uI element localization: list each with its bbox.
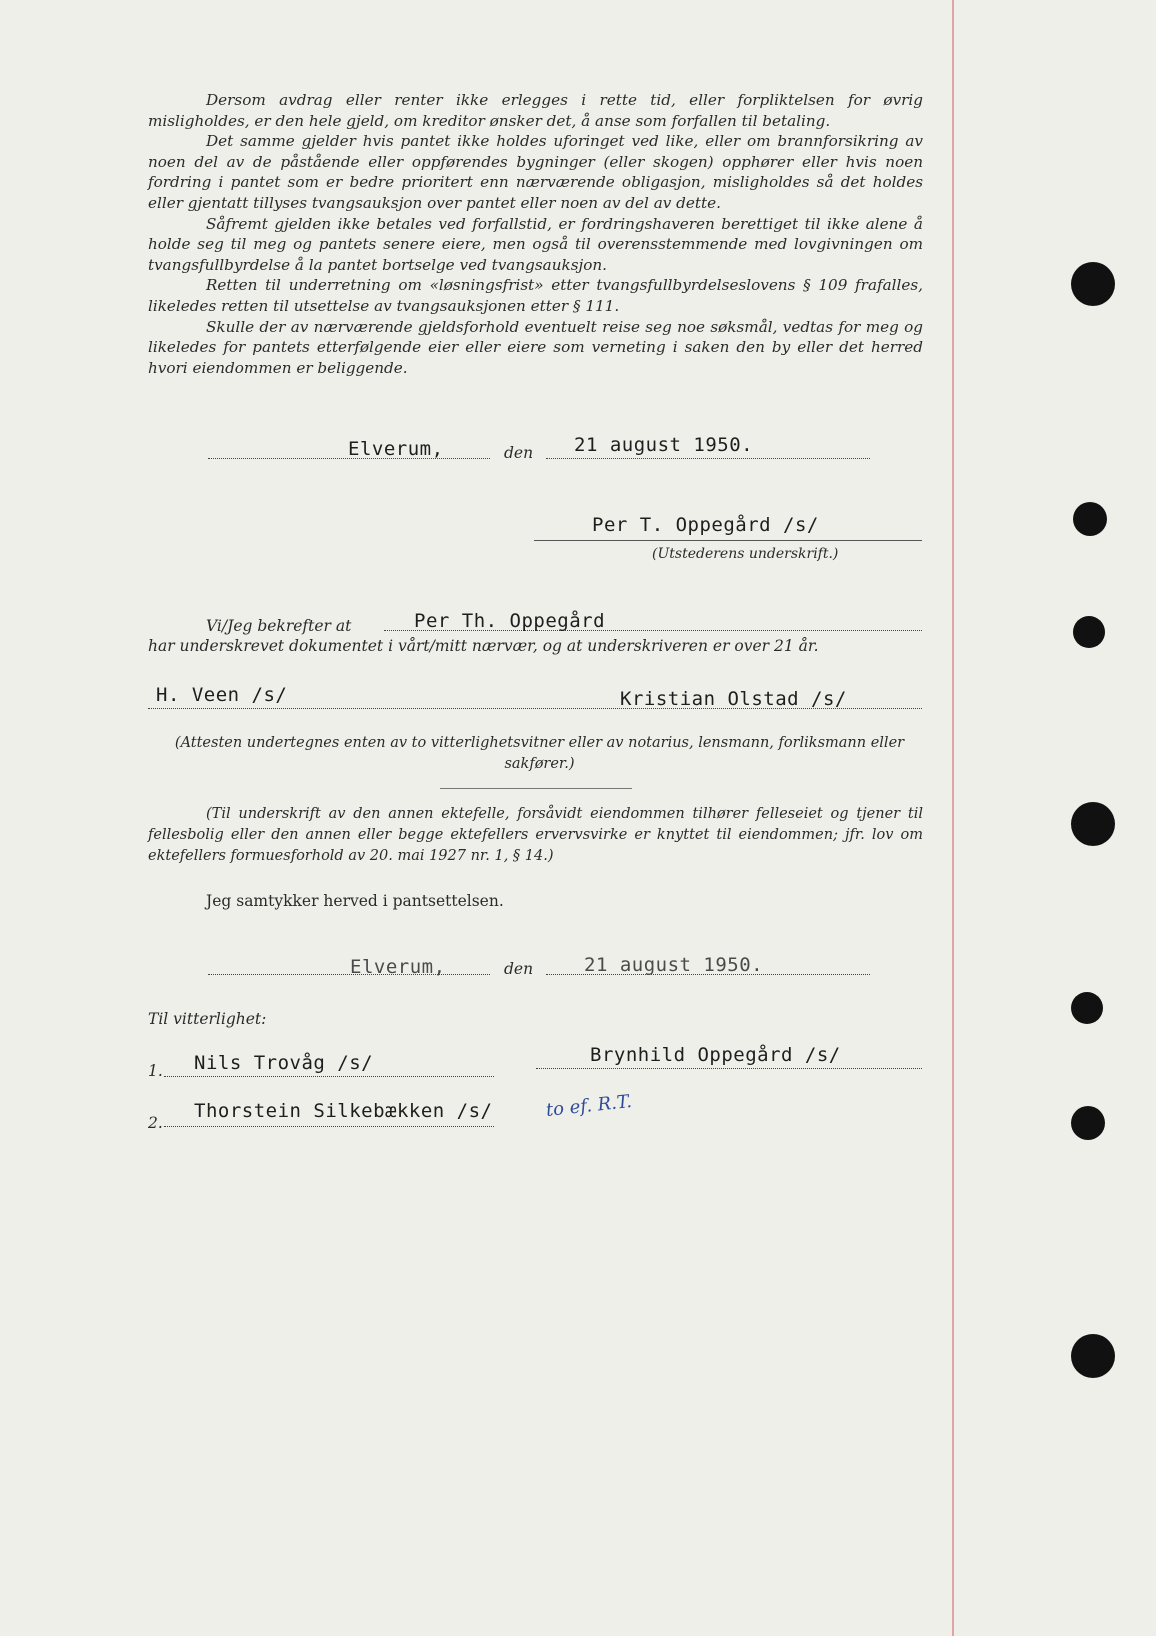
spouse-signature: Brynhild Oppegård /s/ — [590, 1044, 841, 1066]
terms-text — [148, 90, 923, 378]
punch-hole — [1073, 502, 1107, 536]
witness-1-number: 1. — [148, 1062, 163, 1080]
witness-2-number: 2. — [148, 1114, 163, 1132]
punch-hole — [1071, 1106, 1105, 1140]
issue-date: 21 august 1950. — [574, 434, 754, 456]
terms-paragraph-2: Det samme gjelder hvis pantet ikke holdes uforinget ved like, eller om brannforsikring av noen del av de påstående eller oppførendes bygninger (eller skogen) opphører eller hvis noen fordring i pantet som er bedre prioritert enn nærværende obligasjon, misligholdes så det holdes eller gjentatt tillyses tvangsauksjon over pantet eller noen av del av dette. — [148, 132, 923, 212]
punch-hole — [1071, 262, 1115, 306]
confirmation-name: Per Th. Oppegård — [414, 610, 606, 632]
terms-paragraph-3: Såfremt gjelden ikke betales ved forfallstid, er fordringshaveren berettiget til ikke alene å holde seg til meg og pantets senere eiere, men også til overensstemmende med lovgivningen om tvangsfullbyrdelse å la pantet bortselge ved tvangsauksjon. — [148, 214, 923, 274]
witness-2-signature: Thorstein Silkebækken /s/ — [194, 1100, 493, 1122]
issuer-signature: Per T. Oppegård /s/ — [592, 514, 819, 536]
confirmation-text: har underskrevet dokumentet i vårt/mitt nærvær, og at underskriveren er over 21 år. — [148, 637, 819, 655]
punch-hole — [1071, 1334, 1115, 1378]
issue-date-line — [546, 458, 870, 459]
spouse-note-text: (Til underskrift av den annen ektefelle, forsåvidt eiendommen tilhører felleseiet og tjener til fellesbolig eller den annen eller begge ektefellers ervervsvirke er knyttet til eiendommen; jfr. lov om ektefellers formuesforhold av 20. mai 1927 nr. 1, § 14.) — [148, 806, 923, 864]
terms-paragraph-5: Skulle der av nærværende gjeldsforhold eventuelt reise seg noe søksmål, vedtas for meg og likeledes for pantets etterfølgende eier eller eiere som verneting i saken den by eller det herred hvori eiendommen er beliggende. — [148, 317, 923, 377]
witness-left-signature: H. Veen /s/ — [156, 684, 288, 706]
witness-1-signature: Nils Trovåg /s/ — [194, 1052, 374, 1074]
issue-place: Elverum, — [348, 438, 444, 460]
punch-hole — [1071, 802, 1115, 846]
witness-heading: Til vitterlighet: — [148, 1010, 267, 1028]
witness-1-line — [164, 1076, 494, 1077]
consent-den-label: den — [504, 960, 534, 978]
witness-right-signature: Kristian Olstad /s/ — [620, 688, 847, 710]
spouse-note — [148, 804, 923, 867]
section-divider — [440, 788, 632, 789]
handwritten-note: to ef. R.T. — [544, 1091, 633, 1121]
attest-note: (Attesten undertegnes enten av to vitterlighetsvitner eller av notarius, lensmann, forliksmann eller sakfører.) — [174, 735, 905, 772]
confirmation-label: Vi/Jeg bekrefter at — [206, 617, 352, 635]
consent-text: Jeg samtykker herved i pantsettelsen. — [206, 892, 504, 910]
issuer-signature-line — [534, 540, 922, 541]
margin-line — [952, 0, 954, 1636]
consent-date: 21 august 1950. — [584, 954, 764, 976]
spouse-signature-line — [536, 1068, 922, 1069]
witness-top-line — [148, 708, 922, 709]
issue-den-label: den — [504, 444, 534, 462]
issuer-signature-caption: (Utstederens underskrift.) — [652, 546, 839, 562]
terms-paragraph-1: Dersom avdrag eller renter ikke erlegges i rette tid, eller forpliktelsen for øvrig misligholdes, er den hele gjeld, om kreditor ønsker det, å anse som forfallen til betaling. — [148, 91, 923, 130]
punch-hole — [1073, 616, 1105, 648]
consent-place-line — [208, 974, 490, 975]
witness-2-line — [164, 1126, 494, 1127]
terms-paragraph-4: Retten til underretning om «løsningsfrist» etter tvangsfullbyrdelseslovens § 109 frafalles, likeledes retten til utsettelse av tvangsauksjonen etter § 111. — [148, 276, 923, 315]
consent-place: Elverum, — [350, 956, 446, 978]
punch-hole — [1071, 992, 1103, 1024]
